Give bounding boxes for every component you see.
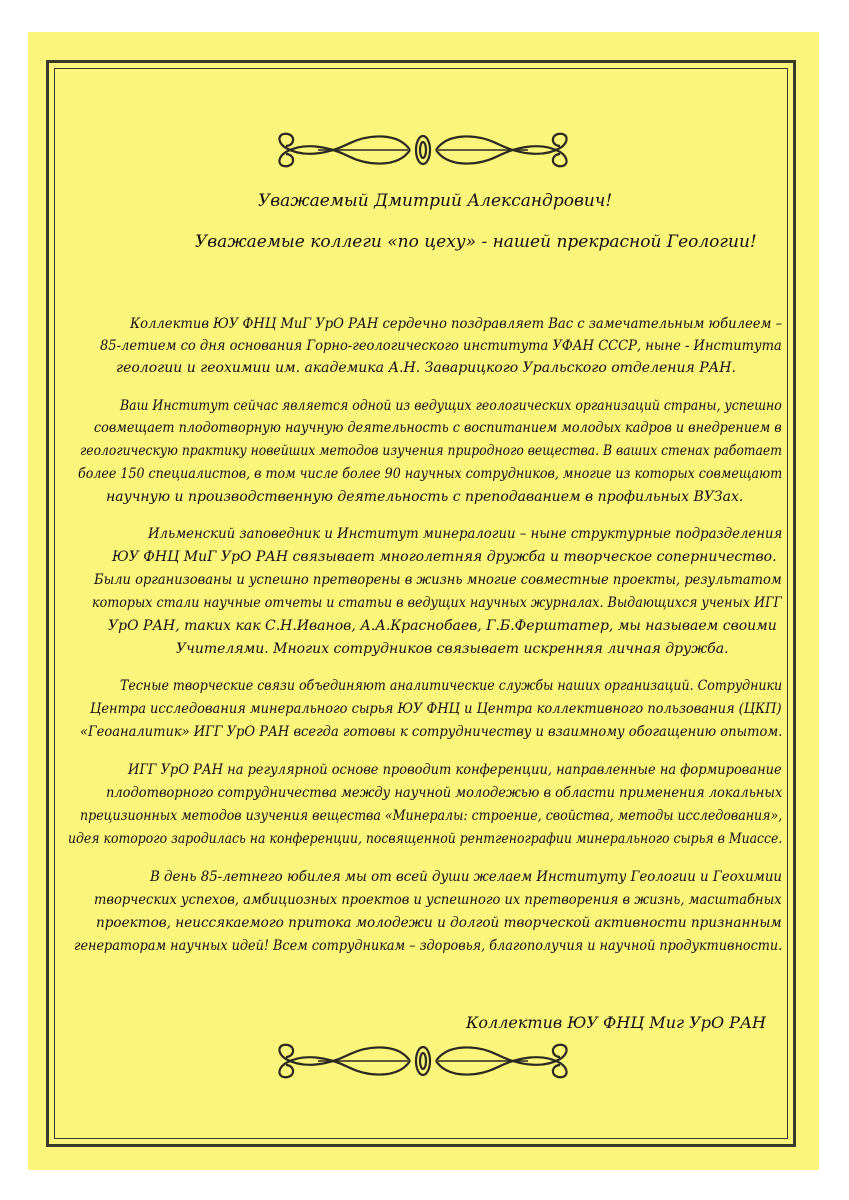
greeting-line-2: Уважаемые коллеги «по цеху» - нашей прекрасной Геологии! bbox=[195, 232, 757, 252]
body-line: Центра исследования минерального сырья ЮУ ФНЦ и Центра коллективного пользования (ЦКП) bbox=[90, 701, 782, 717]
body-line: 85-летием со дня основания Горно-геологического института УФАН СССР, ныне - Института bbox=[100, 338, 782, 354]
body-line: более 150 специалистов, в том числе более 90 научных сотрудников, многие из которых совмещают bbox=[78, 466, 783, 482]
body-line: В день 85-летнего юбилея мы от всей души желаем Институту Геологии и Геохимии bbox=[150, 869, 783, 885]
signature: Коллектив ЮУ ФНЦ Миг УрО РАН bbox=[466, 1013, 767, 1032]
body-line: Тесные творческие связи объединяют аналитические службы наших организаций. Сотрудники bbox=[120, 678, 783, 694]
body-line: идея которого зародилась на конференции, посвященной рентгенографии минерального сырья в Миассе. bbox=[68, 831, 783, 847]
top-scroll-ornament bbox=[258, 124, 588, 176]
body-line: геологии и геохимии им. академика А.Н. Заварицкого Уральского отделения РАН. bbox=[116, 360, 736, 376]
body-line: прецизионных методов изучения вещества «Минералы: строение, свойства, методы исследования», bbox=[80, 808, 783, 824]
body-line: ИГГ УрО РАН на регулярной основе проводит конференции, направленные на формирование bbox=[128, 762, 782, 778]
body-line: ЮУ ФНЦ МиГ УрО РАН связывает многолетняя дружба и творческое соперничество. bbox=[112, 549, 777, 565]
body-line: совмещает плодотворную научную деятельность с воспитанием молодых кадров и внедрением в bbox=[94, 420, 782, 436]
body-line: Учителями. Многих сотрудников связывает искренняя личная дружба. bbox=[176, 641, 729, 657]
bottom-scroll-ornament bbox=[258, 1035, 588, 1087]
body-line: «Геоаналитик» ИГГ УрО РАН всегда готовы к сотрудничеству и взаимному обогащению опытом. bbox=[80, 724, 783, 740]
body-line: плодотворного сотрудничества между научной молодежью в области применения локальных bbox=[106, 785, 783, 801]
body-line: Ваш Институт сейчас является одной из ведущих геологических организаций страны, успешно bbox=[120, 398, 782, 414]
body-line: Были организованы и успешно претворены в жизнь многие совместные проекты, результатом bbox=[94, 572, 782, 588]
body-line: генераторам научных идей! Всем сотрудникам – здоровья, благополучия и научной продуктивности. bbox=[74, 938, 783, 954]
body-line: которых стали научные отчеты и статьи в ведущих научных журналах. Выдающихся ученых ИГГ bbox=[92, 595, 782, 611]
body-line: проектов, неиссякаемого притока молодежи и долгой творческой активности признанным bbox=[96, 915, 782, 931]
body-line: Коллектив ЮУ ФНЦ МиГ УрО РАН сердечно поздравляет Вас с замечательным юбилеем – bbox=[130, 316, 783, 332]
body-line: Ильменский заповедник и Институт минералогии – ныне структурные подразделения bbox=[148, 526, 783, 542]
body-line: научную и производственную деятельность с преподаванием в профильных ВУЗах. bbox=[106, 489, 744, 505]
greeting-line-1: Уважаемый Дмитрий Александрович! bbox=[258, 191, 613, 211]
body-line: геологическую практику новейших методов изучения природного вещества. В ваших стенах работает bbox=[80, 443, 782, 459]
body-line: УрО РАН, таких как С.Н.Иванов, А.А.Краснобаев, Г.Б.Ферштатер, мы называем своими bbox=[108, 618, 777, 634]
body-line: творческих успехов, амбициозных проектов и успешного их претворения в жизнь, масштабных bbox=[94, 892, 782, 908]
